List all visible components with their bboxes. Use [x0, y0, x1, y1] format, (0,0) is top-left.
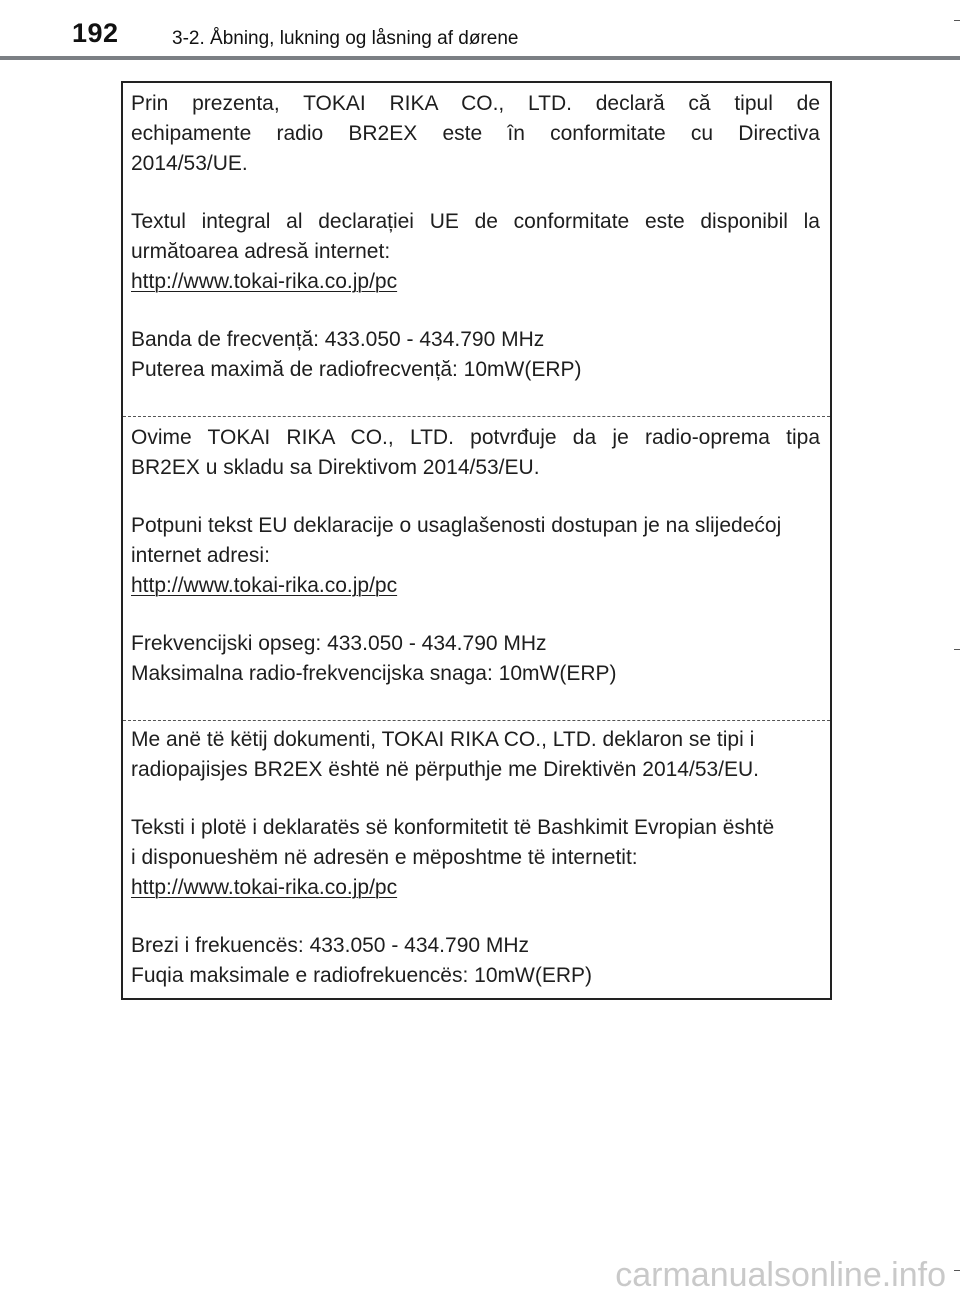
text-line: Me anë të këtij dokumenti, TOKAI RIKA CO., LTD. deklaron se tipi i	[131, 728, 755, 751]
declaration-section-ro	[123, 89, 830, 385]
text-line: BR2EX u skladu sa Direktivom 2014/53/EU.	[131, 456, 540, 479]
text-line: echipamente radio BR2EX este în conformitate cu Directiva	[131, 122, 820, 145]
declaration-section-hr	[123, 423, 830, 689]
text-line: Potpuni tekst EU deklaracije o usaglašenosti dostupan je na slijedećoj	[131, 514, 782, 537]
text-line: radiopajisjes BR2EX është në përputhje me Direktivën 2014/53/EU.	[131, 758, 760, 781]
text-line: Fuqia maksimale e radiofrekuencës: 10mW(ERP)	[131, 964, 592, 987]
watermark: carmanualsonline.info	[615, 1256, 946, 1294]
declaration-link[interactable]: http://www.tokai-rika.co.jp/pc	[131, 270, 398, 293]
text-line: Teksti i plotë i deklaratës së konformitetit të Bashkimit Evropian është	[131, 816, 775, 839]
text-line: Textul integral al declarației UE de conformitate este disponibil la	[131, 210, 820, 233]
declaration-section-sq	[123, 725, 830, 991]
text-line: internet adresi:	[131, 544, 270, 567]
text-line: Frekvencijski opseg: 433.050 - 434.790 MHz	[131, 632, 547, 655]
crop-mark	[954, 1270, 960, 1271]
text-line: Prin prezenta, TOKAI RIKA CO., LTD. declară că tipul de	[131, 92, 820, 115]
declaration-link[interactable]: http://www.tokai-rika.co.jp/pc	[131, 574, 398, 597]
text-line: Ovime TOKAI RIKA CO., LTD. potvrđuje da je radio-oprema tipa	[131, 426, 820, 449]
section-divider	[123, 720, 830, 721]
section-title: 3-2. Åbning, lukning og låsning af dørene	[172, 28, 519, 49]
text-line: i disponueshëm në adresën e mëposhtme të internetit:	[131, 846, 638, 869]
text-line: Maksimalna radio-frekvencijska snaga: 10mW(ERP)	[131, 662, 617, 685]
text-line: următoarea adresă internet:	[131, 240, 391, 263]
declaration-box	[121, 81, 832, 1000]
text-line: Banda de frecvență: 433.050 - 434.790 MHz	[131, 328, 545, 351]
text-line: Brezi i frekuencës: 433.050 - 434.790 MHz	[131, 934, 530, 957]
text-line: 2014/53/UE.	[131, 152, 248, 175]
page-number: 192	[72, 18, 119, 48]
declaration-link[interactable]: http://www.tokai-rika.co.jp/pc	[131, 876, 398, 899]
crop-mark	[954, 649, 960, 650]
page-header	[0, 0, 960, 60]
header-rule	[0, 56, 960, 60]
section-divider	[123, 416, 830, 417]
crop-mark	[954, 20, 960, 21]
text-line: Puterea maximă de radiofrecvență: 10mW(ERP)	[131, 358, 582, 381]
